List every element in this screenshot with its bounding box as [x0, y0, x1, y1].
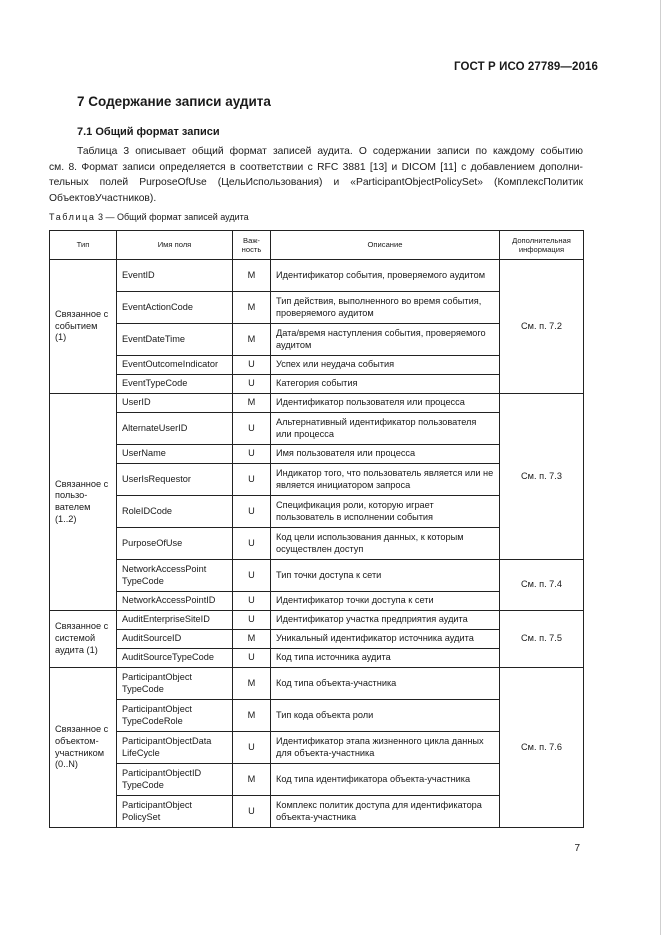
required-cell: M	[233, 700, 271, 732]
field-name-cell: ParticipantObject TypeCodeRole	[117, 700, 233, 732]
description-cell: Идентификатор точки доступа к сети	[271, 592, 500, 611]
table-row	[50, 668, 584, 700]
field-name-cell: NetworkAccessPoint TypeCode	[117, 560, 233, 592]
field-name-cell: RoleIDCode	[117, 496, 233, 528]
intro-line: ОбъектовУчастников).	[49, 192, 157, 204]
intro-line: тельных полей PurposeOfUse (ЦельИспользования) и «ParticipantObjectPolicySet» (КомплексПолитик	[49, 177, 583, 189]
section-title: 7 Содержание записи аудита	[77, 94, 271, 109]
field-name-cell: UserName	[117, 445, 233, 464]
intro-line: см. 8. Формат записи определяется в соответствии с RFC 3881 [13] и DICOM [11] с добавлением дополни-	[49, 161, 583, 173]
header-field-name: Имя поля	[117, 231, 233, 260]
description-cell: Категория события	[271, 375, 500, 394]
required-cell: M	[233, 394, 271, 413]
table-header-row	[50, 231, 584, 260]
info-cell: См. п. 7.3	[500, 394, 584, 560]
field-name-cell: EventID	[117, 260, 233, 292]
group-type-cell: Связанное с событием (1)	[50, 260, 117, 394]
description-cell: Идентификатор пользователя или процесса	[271, 394, 500, 413]
field-name-cell: AuditSourceTypeCode	[117, 649, 233, 668]
info-cell: См. п. 7.6	[500, 668, 584, 828]
required-cell: U	[233, 413, 271, 445]
table-row	[50, 560, 584, 592]
description-cell: Идентификатор участка предприятия аудита	[271, 611, 500, 630]
required-cell: U	[233, 796, 271, 828]
required-cell: U	[233, 611, 271, 630]
group-type-cell: Связанное с системой аудита (1)	[50, 611, 117, 668]
table-row	[50, 260, 584, 292]
description-cell: Дата/время наступления события, проверяемого аудитом	[271, 324, 500, 356]
description-cell: Имя пользователя или процесса	[271, 445, 500, 464]
required-cell: U	[233, 356, 271, 375]
required-cell: M	[233, 630, 271, 649]
field-name-cell: NetworkAccessPointID	[117, 592, 233, 611]
audit-record-format-table	[49, 230, 584, 828]
required-cell: U	[233, 560, 271, 592]
info-cell: См. п. 7.5	[500, 611, 584, 668]
description-cell: Код цели использования данных, к которым осуществлен доступ	[271, 528, 500, 560]
required-cell: U	[233, 592, 271, 611]
field-name-cell: ParticipantObjectID TypeCode	[117, 764, 233, 796]
table-row	[50, 611, 584, 630]
field-name-cell: UserIsRequestor	[117, 464, 233, 496]
description-cell: Тип точки доступа к сети	[271, 560, 500, 592]
required-cell: U	[233, 528, 271, 560]
description-cell: Альтернативный идентификатор пользователя или процесса	[271, 413, 500, 445]
header-type: Тип	[50, 231, 117, 260]
description-cell: Идентификатор события, проверяемого аудитом	[271, 260, 500, 292]
group-type-cell: Связанное с пользо-вателем (1..2)	[50, 394, 117, 611]
description-cell: Успех или неудача события	[271, 356, 500, 375]
field-name-cell: EventDateTime	[117, 324, 233, 356]
field-name-cell: AuditEnterpriseSiteID	[117, 611, 233, 630]
description-cell: Идентификатор этапа жизненного цикла данных для объекта-участника	[271, 732, 500, 764]
info-cell: См. п. 7.2	[500, 260, 584, 394]
required-cell: U	[233, 445, 271, 464]
required-cell: M	[233, 668, 271, 700]
field-name-cell: ParticipantObject PolicySet	[117, 796, 233, 828]
required-cell: U	[233, 649, 271, 668]
table-caption-text: 3 — Общий формат записей аудита	[95, 212, 249, 222]
intro-line: Таблица 3 описывает общий формат записей аудита. О содержании записи по каждому событию	[77, 146, 583, 157]
table-caption	[49, 212, 249, 222]
subsection-title: 7.1 Общий формат записи	[77, 126, 220, 138]
field-name-cell: ParticipantObject TypeCode	[117, 668, 233, 700]
description-cell: Код типа идентификатора объекта-участника	[271, 764, 500, 796]
table-row	[50, 394, 584, 413]
description-cell: Тип действия, выполненного во время события, проверяемого аудитом	[271, 292, 500, 324]
required-cell: U	[233, 732, 271, 764]
field-name-cell: ParticipantObjectData LifeCycle	[117, 732, 233, 764]
description-cell: Комплекс политик доступа для идентификатора объекта-участника	[271, 796, 500, 828]
description-cell: Спецификация роли, которую играет пользователь в исполнении события	[271, 496, 500, 528]
group-type-cell: Связанное с объектом-участником (0..N)	[50, 668, 117, 828]
standard-code: ГОСТ Р ИСО 27789—2016	[453, 61, 598, 73]
header-required: Важ- ность	[233, 231, 271, 260]
required-cell: M	[233, 764, 271, 796]
required-cell: U	[233, 375, 271, 394]
required-cell: U	[233, 464, 271, 496]
field-name-cell: UserID	[117, 394, 233, 413]
field-name-cell: EventTypeCode	[117, 375, 233, 394]
field-name-cell: EventOutcomeIndicator	[117, 356, 233, 375]
page-number: 7	[574, 843, 580, 854]
description-cell: Индикатор того, что пользователь является или не является инициатором запроса	[271, 464, 500, 496]
description-cell: Код типа источника аудита	[271, 649, 500, 668]
header-description: Описание	[271, 231, 500, 260]
required-cell: M	[233, 324, 271, 356]
table-caption-prefix: Таблица	[49, 212, 96, 222]
field-name-cell: EventActionCode	[117, 292, 233, 324]
header-additional-info: Дополнительная информация	[500, 231, 584, 260]
field-name-cell: PurposeOfUse	[117, 528, 233, 560]
intro-paragraph	[49, 144, 583, 206]
required-cell: M	[233, 260, 271, 292]
required-cell: M	[233, 292, 271, 324]
description-cell: Уникальный идентификатор источника аудита	[271, 630, 500, 649]
field-name-cell: AlternateUserID	[117, 413, 233, 445]
info-cell: См. п. 7.4	[500, 560, 584, 611]
field-name-cell: AuditSourceID	[117, 630, 233, 649]
required-cell: U	[233, 496, 271, 528]
description-cell: Код типа объекта-участника	[271, 668, 500, 700]
description-cell: Тип кода объекта роли	[271, 700, 500, 732]
